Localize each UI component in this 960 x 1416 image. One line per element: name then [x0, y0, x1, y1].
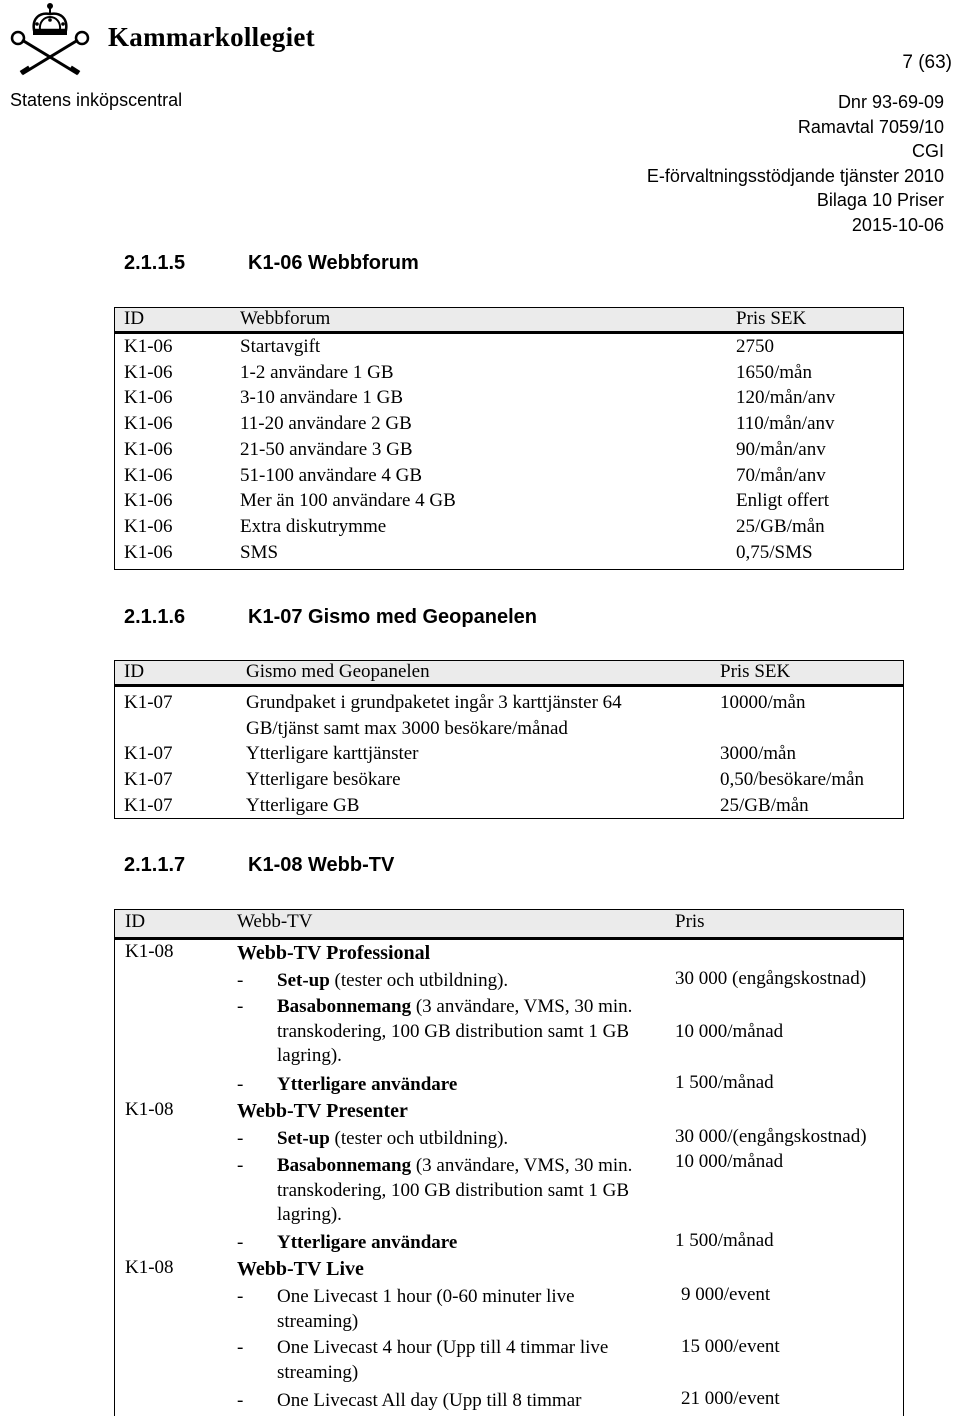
item-term: Basabonnemang — [277, 996, 412, 1017]
list-item: - Ytterligare användare — [237, 1074, 458, 1095]
column-header: Pris SEK — [726, 307, 904, 333]
table-row — [114, 514, 904, 540]
table-row — [114, 411, 904, 437]
table-row — [114, 488, 904, 514]
item-price: 1 500/månad — [675, 1072, 774, 1093]
item-text: One Livecast 4 hour (Upp till 4 timmar live streaming) — [277, 1337, 609, 1383]
list-item: - One Livecast 4 hour (Upp till 4 timmar live streaming) — [237, 1336, 667, 1385]
item-price: 9 000/event — [681, 1284, 771, 1305]
row-id: K1-07 — [124, 769, 173, 791]
column-header: ID — [114, 307, 230, 333]
ramavtal: Ramavtal 7059/10 — [797, 116, 944, 137]
item-term: Set-up — [277, 1128, 330, 1149]
item-text: One Livecast 1 hour (0-60 minuter live streaming) — [277, 1286, 575, 1332]
row-price: 25/GB/mån — [736, 515, 825, 537]
item-text: (tester och utbildning). — [329, 1128, 509, 1149]
product-id: K1-08 — [125, 1099, 174, 1120]
row-description: Grundpaket i grundpaketet ingår 3 karttjänster 64 GB/tjänst samt max 3000 besökare/månad — [246, 692, 622, 739]
row-price: 70/mån/anv — [736, 464, 826, 486]
row-price: 120/mån/anv — [736, 387, 836, 409]
column-header: ID — [114, 660, 236, 686]
dnr: Dnr 93-69-09 — [837, 92, 944, 112]
row-price: 25/GB/mån — [720, 794, 809, 816]
section-title: K1-06 Webbforum — [248, 252, 419, 274]
row-price: Enligt offert — [736, 490, 830, 512]
list-item: - One Livecast All day (Upp till 8 timmar — [237, 1389, 667, 1414]
row-description: 21-50 användare 3 GB — [240, 438, 413, 460]
table-header-row — [114, 660, 904, 686]
item-term: Ytterligare användare — [277, 1232, 458, 1253]
list-item: - Set-up (tester och utbildning). — [237, 970, 509, 991]
product-name: Webb-TV Professional — [237, 942, 431, 964]
column-header: Webbforum — [230, 307, 726, 333]
row-id: K1-06 — [124, 361, 173, 383]
table-row — [114, 767, 904, 793]
list-item: - One Livecast 1 hour (0-60 minuter live streaming) — [237, 1285, 667, 1334]
table-row — [114, 360, 904, 386]
section-number: 2.1.1.6 — [124, 606, 186, 628]
row-price: 0,75/SMS — [736, 541, 813, 563]
webbforum-price-table — [114, 307, 904, 565]
bilaga: Bilaga 10 Priser — [816, 190, 944, 210]
table-row — [114, 686, 904, 742]
row-description: 11-20 användare 2 GB — [240, 413, 412, 435]
item-term: Set-up — [277, 970, 330, 991]
document-date: 2015-10-06 — [851, 214, 944, 235]
row-id: K1-06 — [124, 515, 173, 537]
row-price: 90/mån/anv — [736, 438, 826, 460]
item-price: 30 000 (engångskostnad) — [675, 968, 867, 989]
item-price: 1 500/månad — [675, 1230, 774, 1251]
supplier: CGI — [911, 141, 944, 161]
row-id: K1-06 — [124, 336, 173, 357]
row-id: K1-06 — [124, 464, 173, 486]
column-header: Pris SEK — [710, 660, 904, 686]
row-id: K1-06 — [124, 490, 173, 512]
item-price: 15 000/event — [681, 1336, 780, 1357]
table-row — [114, 463, 904, 489]
row-description: Extra diskutrymme — [240, 515, 387, 537]
item-price: 10 000/månad — [675, 1151, 784, 1172]
row-id: K1-06 — [124, 438, 173, 460]
list-item: - Set-up (tester och utbildning). — [237, 1128, 509, 1149]
gismo-price-table — [114, 660, 904, 819]
item-text: (3 användare, VMS, 30 min. transkodering, 100 GB distribution samt 1 GB lagring). — [277, 1155, 633, 1225]
table-row — [114, 385, 904, 411]
row-id: K1-06 — [124, 387, 173, 409]
webb-tv-price-table — [114, 909, 904, 1416]
row-description: Mer än 100 användare 4 GB — [240, 490, 456, 512]
page-number: 7 (63) — [902, 52, 952, 73]
list-item: - Basabonnemang (3 användare, VMS, 30 min. transkodering, 100 GB distribution samt 1 GB lagring). — [237, 1155, 633, 1225]
row-id: K1-06 — [124, 541, 173, 563]
column-header: Pris — [675, 911, 705, 932]
section-number: 2.1.1.5 — [124, 252, 186, 274]
product-id: K1-08 — [125, 941, 174, 962]
table-row — [114, 741, 904, 767]
item-price: 21 000/event — [681, 1388, 780, 1409]
row-price: 1650/mån — [736, 361, 812, 383]
item-text: (tester och utbildning). — [329, 970, 509, 991]
table-header-row — [115, 910, 903, 940]
row-description: 51-100 användare 4 GB — [240, 464, 423, 486]
item-term: Basabonnemang — [277, 1155, 412, 1176]
row-description: 3-10 användare 1 GB — [240, 387, 404, 409]
row-description: SMS — [240, 541, 279, 563]
row-price: 2750 — [736, 336, 774, 357]
table-header-row — [114, 307, 904, 333]
table-row — [114, 540, 904, 566]
list-item: - Ytterligare användare — [237, 1232, 458, 1253]
product-name: Webb-TV Live — [237, 1258, 364, 1280]
row-id: K1-07 — [124, 794, 173, 816]
row-price: 3000/mån — [720, 743, 796, 765]
section-title: K1-07 Gismo med Geopanelen — [248, 606, 537, 628]
table-row — [114, 333, 904, 360]
area: E-förvaltningsstödjande tjänster 2010 — [646, 165, 944, 186]
product-name: Webb-TV Presenter — [237, 1100, 408, 1122]
row-price: 10000/mån — [720, 692, 806, 713]
row-id: K1-07 — [124, 692, 173, 713]
item-term: Ytterligare användare — [277, 1074, 458, 1095]
column-header: Gismo med Geopanelen — [236, 660, 710, 686]
table-row — [114, 437, 904, 463]
item-text: (3 användare, VMS, 30 min. transkodering, 100 GB distribution samt 1 GB lagring). — [277, 996, 633, 1066]
row-description: Ytterligare karttjänster — [246, 743, 419, 765]
row-description: Startavgift — [240, 336, 321, 357]
column-header: ID — [125, 911, 146, 932]
item-price: 30 000/(engångskostnad) — [675, 1126, 867, 1147]
row-description: Ytterligare besökare — [246, 769, 401, 791]
product-id: K1-08 — [125, 1257, 174, 1278]
document-meta — [647, 90, 944, 237]
organization: Statens inköpscentral — [10, 90, 183, 110]
row-description: 1-2 användare 1 GB — [240, 361, 394, 383]
row-price: 110/mån/anv — [736, 413, 835, 435]
section-number: 2.1.1.7 — [124, 854, 186, 876]
row-id: K1-06 — [124, 413, 173, 435]
section-title: K1-08 Webb-TV — [248, 854, 395, 876]
row-price: 0,50/besökare/mån — [720, 769, 865, 791]
item-text: One Livecast All day (Upp till 8 timmar — [277, 1390, 582, 1411]
crown-logo-icon — [4, 0, 104, 78]
table-row — [114, 793, 904, 819]
brand-name: Kammarkollegiet — [108, 22, 315, 52]
list-item: - Basabonnemang (3 användare, VMS, 30 min. transkodering, 100 GB distribution samt 1 GB lagring). — [237, 996, 633, 1066]
item-price: 10 000/månad — [675, 1021, 784, 1042]
column-header: Webb-TV — [237, 911, 313, 932]
row-id: K1-07 — [124, 743, 173, 765]
row-description: Ytterligare GB — [246, 794, 360, 816]
